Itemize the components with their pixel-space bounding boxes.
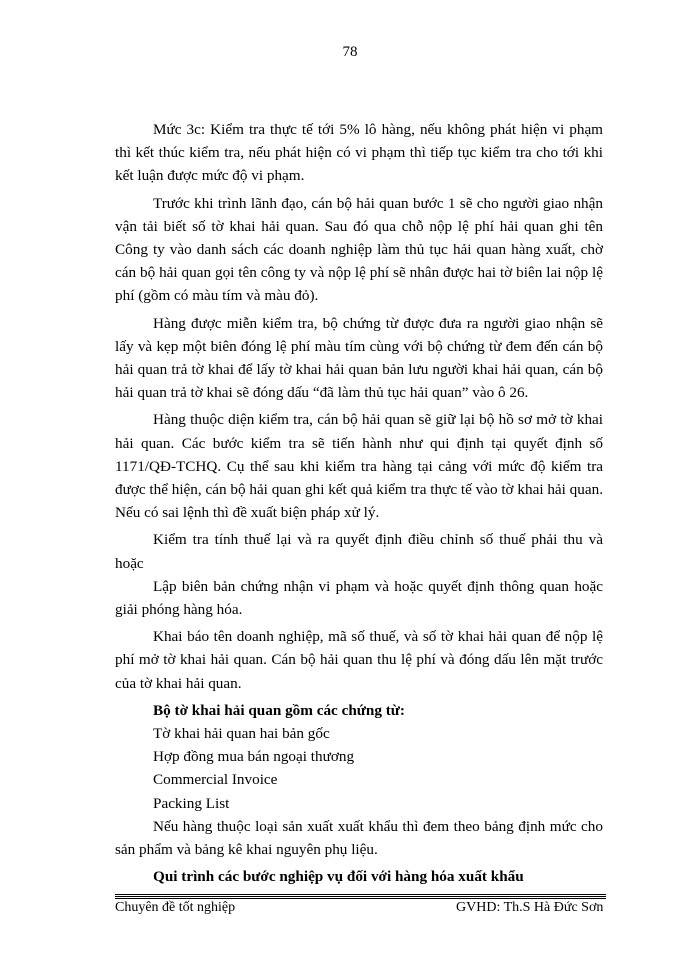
- paragraph-before-submission: Trước khi trình lãnh đạo, cán bộ hải quan bước 1 sẽ cho người giao nhận vận tải biết số tờ khai hải quan. Sau đó qua chỗ nộp lệ phí hải quan ghi tên Công ty vào danh sách các doanh nghiệp làm thủ tục hải quan hàng xuất, chờ cán bộ hải quan gọi tên công ty và nộp lệ phí sẽ nhân được hai tờ biên lai nộp lệ phí (gồm có màu tím và màu đỏ).: [115, 194, 603, 305]
- page-number: 78: [342, 44, 358, 60]
- paragraph-level-3c: Mức 3c: Kiểm tra thực tế tới 5% lô hàng, nếu không phát hiện vi phạm thì kết thúc kiểm tra, nếu phát hiện có vi phạm thì tiếp tục kiểm tra cho tới khi kết luận được mức độ vi phạm.: [115, 121, 603, 185]
- document-list-item: Hợp đồng mua bán ngoại thương: [153, 748, 355, 766]
- document-set-heading: Bộ tờ khai hải quan gồm các chứng từ:: [153, 701, 405, 719]
- paragraph-fee-declaration: Khai báo tên doanh nghiệp, mã số thuế, và số tờ khai hải quan để nộp lệ phí mở tờ khai hải quan. Cán bộ hải quan thu lệ phí và đóng dấu lên mặt trước của tờ khai hải quan.: [115, 628, 603, 692]
- document-list-item: Tờ khai hải quan hai bản gốc: [153, 725, 330, 743]
- document-set-note: Nếu hàng thuộc loại sản xuất xuất khẩu thì đem theo bảng định mức cho sản phẩm và bảng kê khai nguyên phụ liệu.: [115, 817, 603, 859]
- paragraph-violation-record: Lập biên bản chứng nhận vi phạm và hoặc quyết định thông quan hoặc giải phóng hàng hóa.: [115, 577, 603, 619]
- document-list-item: Packing List: [153, 794, 230, 812]
- section-heading: Qui trình các bước nghiệp vụ đối với hàng hóa xuất khẩu: [153, 868, 524, 886]
- paragraph-inspected-goods: Hàng thuộc diện kiểm tra, cán bộ hải quan sẽ giữ lại bộ hồ sơ mở tờ khai hải quan. Các bước kiểm tra sẽ tiến hành như qui định tại quyết định số 1171/QĐ-TCHQ. Cụ thể sau khi kiểm tra hàng tại cảng với mức độ kiểm tra được thể hiện, cán bộ hải quan ghi kết quả kiểm tra thực tế vào tờ khai hải quan. Nếu có sai lệnh thì đề xuất biện pháp xử lý.: [115, 411, 604, 522]
- document-body: [115, 118, 603, 889]
- footer-supervisor: GVHD: Th.S Hà Đức Sơn: [456, 900, 604, 915]
- paragraph-exempt-goods: Hàng được miễn kiểm tra, bộ chứng từ được đưa ra người giao nhận sẽ lấy và kẹp một biên đóng lệ phí màu tím cùng với bộ chứng từ đem đến cán bộ hải quan trả tờ khai để lấy tờ khai hải quan bản lưu người khai hải quan, cán bộ hải quan trả tờ khai sẽ đóng dấu “đã làm thủ tục hải quan” vào ô 26.: [115, 314, 603, 402]
- document-list-item: Commercial Invoice: [153, 771, 278, 789]
- footer-thesis-label: Chuyên đề tốt nghiệp: [115, 900, 236, 915]
- paragraph-tax-recheck: Kiểm tra tính thuế lại và ra quyết định điều chỉnh số thuế phải thu và hoặc: [115, 531, 603, 572]
